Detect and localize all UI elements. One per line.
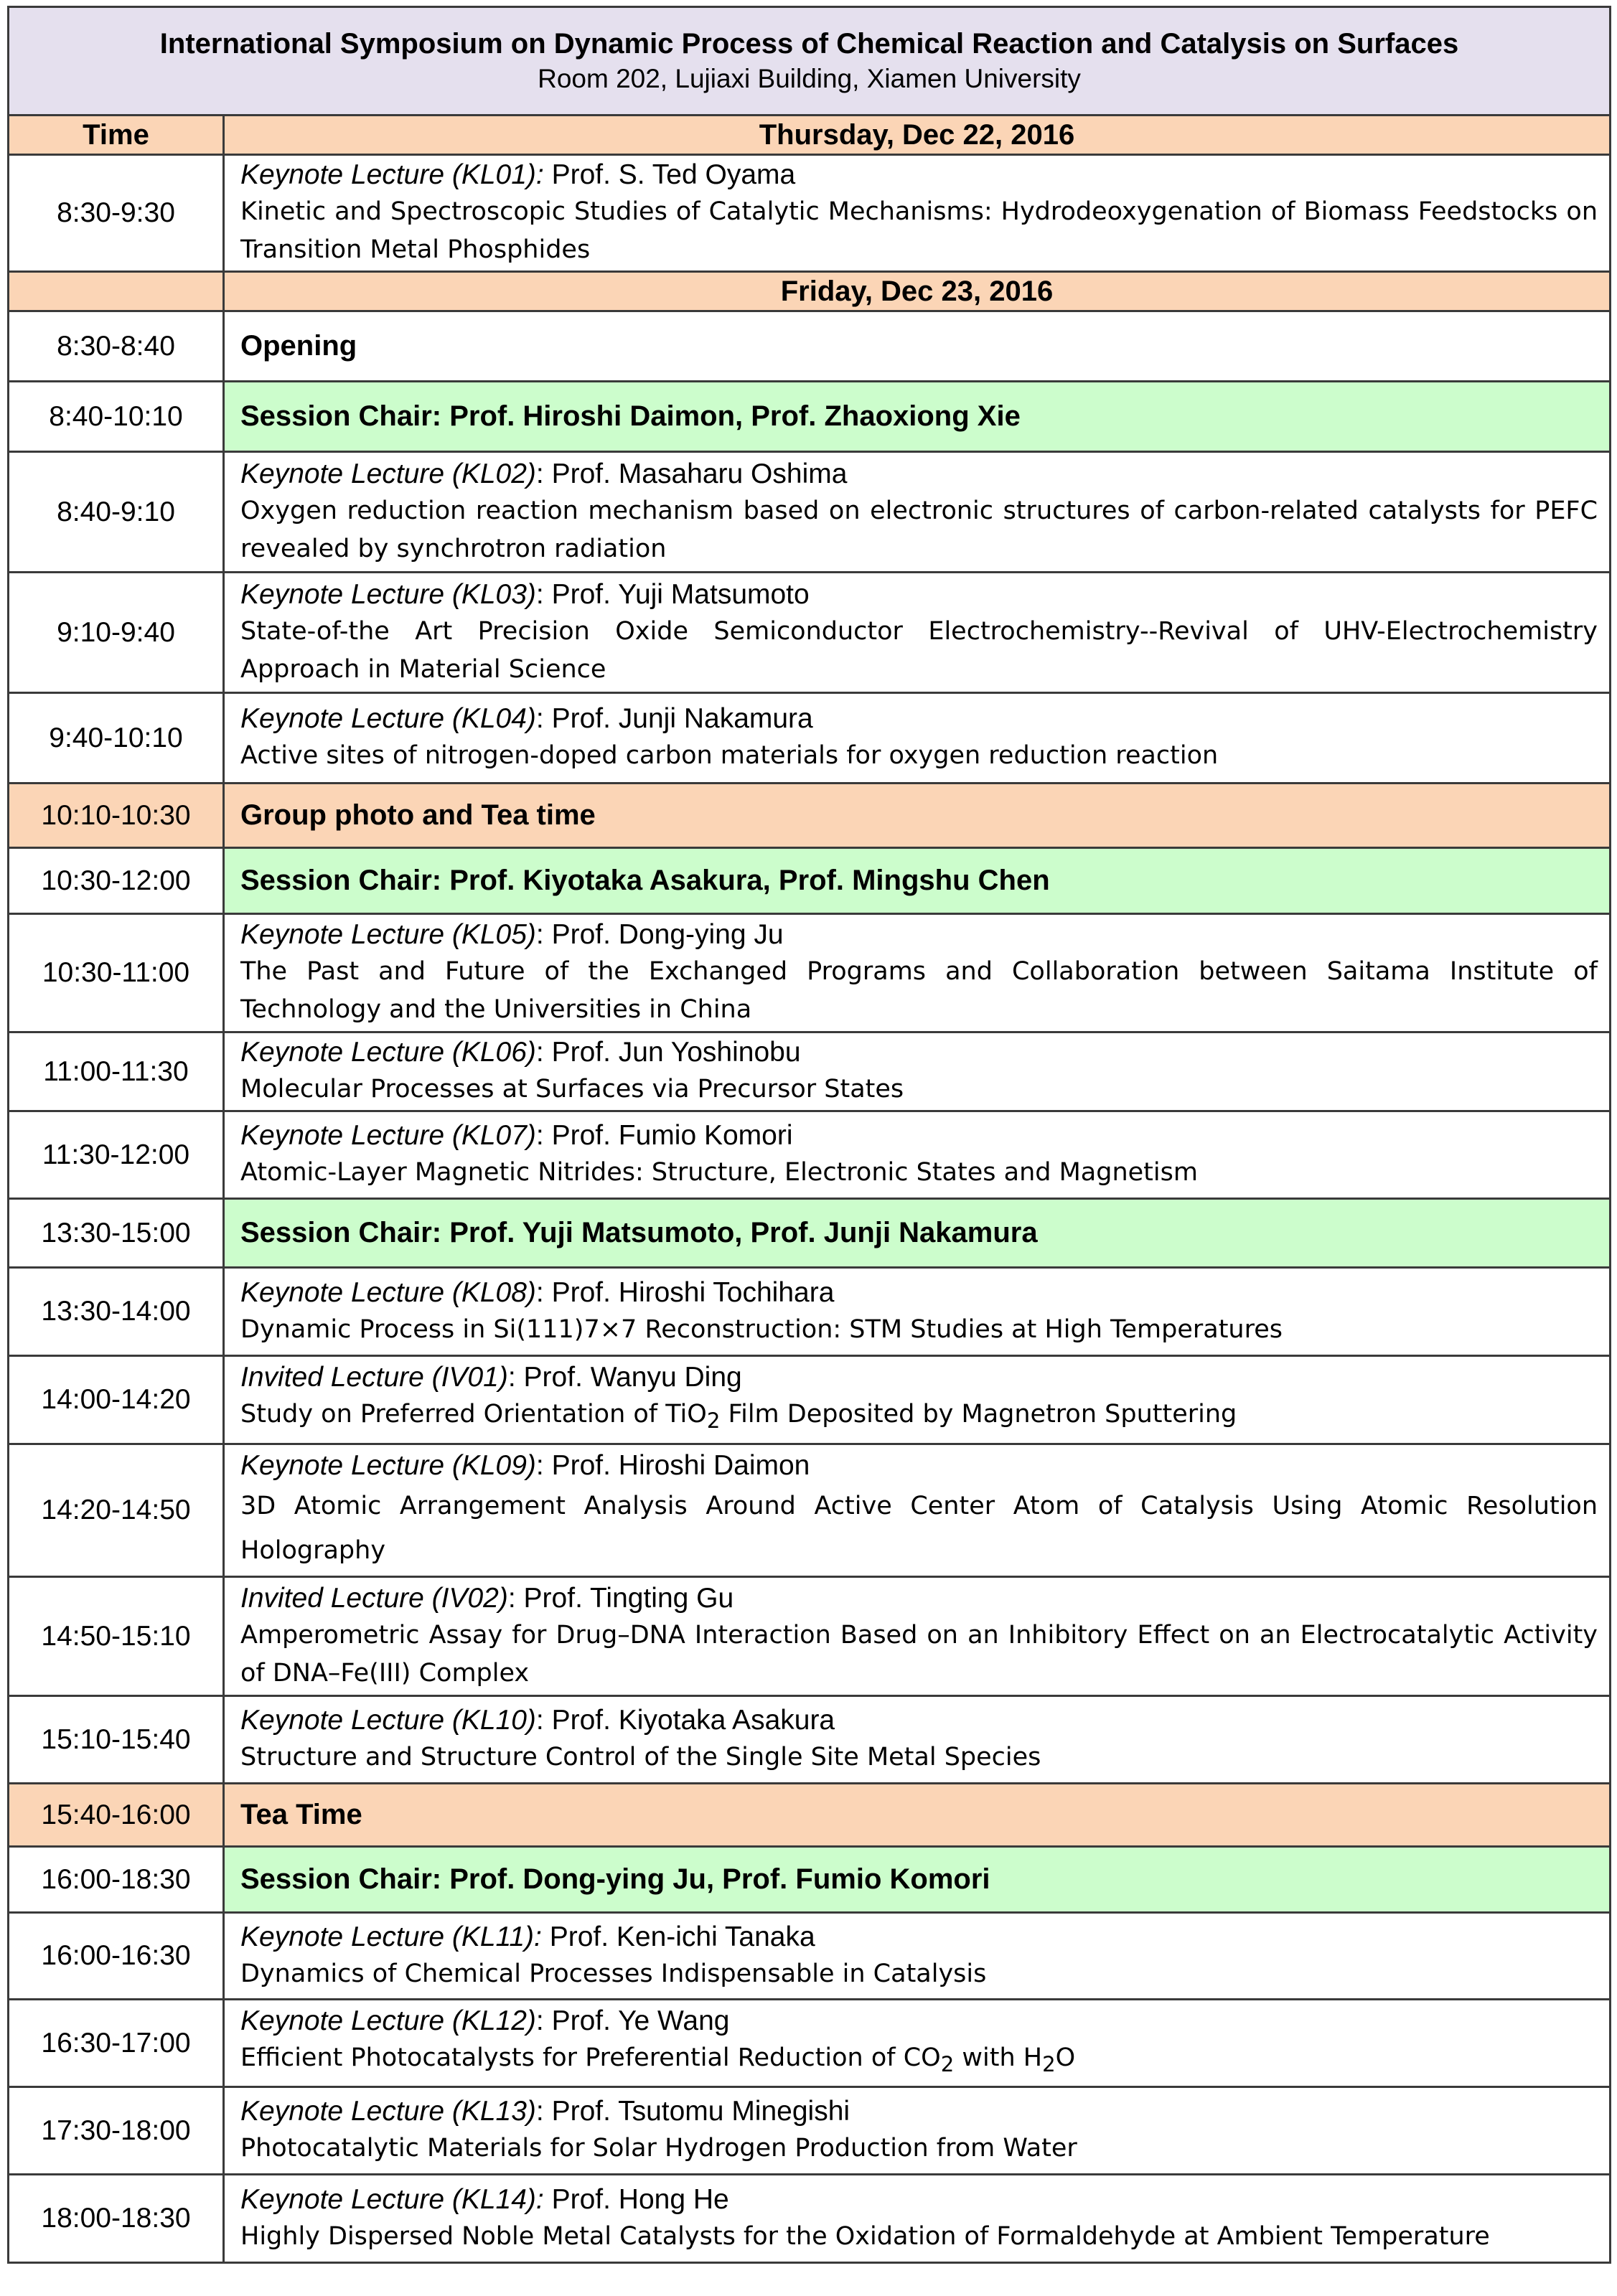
table-row (9, 1268, 1611, 1356)
title-cell (9, 7, 1611, 116)
time-column-header: Time (9, 116, 224, 155)
lecture-title: Active sites of nitrogen-doped carbon materials for oxygen reduction reaction (240, 741, 1219, 770)
lecture-cell (224, 2087, 1611, 2175)
session-chair-cell: Session Chair: Prof. Yuji Matsumoto, Prof. Junji Nakamura (224, 1199, 1611, 1268)
table-row (9, 848, 1611, 914)
day-header: Friday, Dec 23, 2016 (224, 272, 1611, 311)
table-row (9, 1784, 1611, 1847)
lecture-title: Efficient Photocatalysts for Preferential Reduction of $CO_2$ with $H_2O$ (240, 2043, 1076, 2076)
time-cell: 14:20-14:50 (9, 1444, 224, 1577)
lecture-cell (224, 693, 1611, 784)
lecture-title: Study on Preferred Orientation of TiO$_2$ Film Deposited by Magnetron Sputtering (240, 1400, 1237, 1433)
lecture-heading (240, 1919, 1598, 1955)
lecture-speaker: : Prof. Jun Yoshinobu (535, 1037, 801, 1068)
lecture-speaker: Prof. Hong He (543, 2183, 729, 2215)
lecture-heading (240, 1118, 1598, 1154)
time-cell: 14:00-14:20 (9, 1356, 224, 1444)
lecture-heading (240, 917, 1598, 953)
lecture-speaker: : Prof. Junji Nakamura (535, 703, 813, 734)
lecture-cell (224, 2175, 1611, 2263)
lecture-speaker: : Prof. Yuji Matsumoto (535, 578, 810, 610)
event-cell: Opening (224, 311, 1611, 382)
lecture-title: Kinetic and Spectroscopic Studies of Catalytic Mechanisms: Hydrodeoxygenation of Biomass Feedstocks on Transition Metal Phosphides (240, 197, 1598, 264)
time-cell: 13:30-15:00 (9, 1199, 224, 1268)
lecture-title: Highly Dispersed Noble Metal Catalysts for the Oxidation of Formaldehyde at Ambient Temperature (240, 2221, 1490, 2251)
table-row (9, 1111, 1611, 1199)
lecture-speaker: : Prof. Masaharu Oshima (535, 458, 848, 489)
table-row (9, 693, 1611, 784)
lecture-speaker: : Prof. Dong-ying Ju (535, 919, 784, 950)
lecture-title: Oxygen reduction reaction mechanism based on electronic structures of carbon-related catalysts for PEFC revealed by synchrotron radiation (240, 496, 1598, 563)
lecture-cell (224, 914, 1611, 1032)
lecture-title: Atomic-Layer Magnetic Nitrides: Structure, Electronic States and Magnetism (240, 1158, 1198, 1187)
lecture-cell (224, 1268, 1611, 1356)
lecture-heading (240, 456, 1598, 492)
time-cell: 9:40-10:10 (9, 693, 224, 784)
lecture-cell (224, 1356, 1611, 1444)
lecture-heading (240, 1360, 1598, 1396)
lecture-type: Keynote Lecture (KL04) (240, 703, 536, 734)
day-header-row (9, 272, 1611, 311)
lecture-heading (240, 1035, 1598, 1071)
time-cell: 15:40-16:00 (9, 1784, 224, 1847)
time-cell: 17:30-18:00 (9, 2087, 224, 2175)
lecture-title: Photocatalytic Materials for Solar Hydrogen Production from Water (240, 2134, 1077, 2163)
table-row (9, 1356, 1611, 1444)
table-row (9, 573, 1611, 693)
lecture-type: Invited Lecture (IV01) (240, 1362, 508, 1393)
lecture-cell (224, 155, 1611, 272)
session-chair-cell: Session Chair: Prof. Hiroshi Daimon, Prof. Zhaoxiong Xie (224, 382, 1611, 452)
lecture-speaker: : Prof. Wanyu Ding (507, 1362, 742, 1393)
time-cell: 8:40-9:10 (9, 452, 224, 573)
lecture-type: Keynote Lecture (KL10) (240, 1705, 536, 1736)
lecture-speaker: : Prof. Tsutomu Minegishi (535, 2096, 850, 2127)
table-row (9, 2000, 1611, 2087)
lecture-type: Keynote Lecture (KL01): (240, 159, 544, 190)
lecture-cell (224, 1444, 1611, 1577)
lecture-speaker: : Prof. Hiroshi Daimon (535, 1450, 810, 1481)
time-cell: 11:00-11:30 (9, 1032, 224, 1111)
table-row (9, 1577, 1611, 1696)
break-cell: Tea Time (224, 1784, 1611, 1847)
lecture-cell (224, 1696, 1611, 1784)
time-cell: 11:30-12:00 (9, 1111, 224, 1199)
lecture-heading (240, 1448, 1598, 1484)
table-row (9, 1032, 1611, 1111)
table-row (9, 382, 1611, 452)
lecture-heading (240, 2003, 1598, 2039)
lecture-title: State-of-the Art Precision Oxide Semiconductor Electrochemistry--Revival of UHV-Electrochemistry Approach in Material Science (240, 616, 1598, 684)
lecture-title: Dynamic Process in Si(111)7×7 Reconstruction: STM Studies at High Temperatures (240, 1314, 1283, 1344)
time-cell: 15:10-15:40 (9, 1696, 224, 1784)
time-cell: 14:50-15:10 (9, 1577, 224, 1696)
time-cell: 13:30-14:00 (9, 1268, 224, 1356)
lecture-type: Keynote Lecture (KL13) (240, 2096, 536, 2127)
lecture-title: The Past and Future of the Exchanged Programs and Collaboration between Saitama Institute of Technology and the Universities in China (240, 957, 1598, 1024)
lecture-speaker: Prof. Ken-ichi Tanaka (541, 1921, 815, 1952)
table-row (9, 311, 1611, 382)
table-row (9, 1696, 1611, 1784)
time-cell: 10:10-10:30 (9, 784, 224, 848)
venue: Room 202, Lujiaxi Building, Xiamen University (538, 64, 1081, 93)
session-chair-cell: Session Chair: Prof. Dong-ying Ju, Prof. Fumio Komori (224, 1847, 1611, 1913)
time-cell-empty (9, 272, 224, 311)
lecture-type: Keynote Lecture (KL07) (240, 1120, 536, 1151)
lecture-cell (224, 573, 1611, 693)
lecture-heading (240, 157, 1598, 193)
table-row (9, 914, 1611, 1032)
lecture-type: Keynote Lecture (KL08) (240, 1276, 536, 1308)
day-header: Thursday, Dec 22, 2016 (224, 116, 1611, 155)
lecture-cell (224, 1111, 1611, 1199)
program-table (7, 6, 1611, 2264)
lecture-type: Keynote Lecture (KL06) (240, 1037, 536, 1068)
session-chair-cell: Session Chair: Prof. Kiyotaka Asakura, Prof. Mingshu Chen (224, 848, 1611, 914)
time-cell: 9:10-9:40 (9, 573, 224, 693)
lecture-heading (240, 701, 1598, 737)
lecture-cell (224, 1032, 1611, 1111)
table-row (9, 1847, 1611, 1913)
lecture-type: Keynote Lecture (KL03) (240, 578, 536, 610)
table-row (9, 1913, 1611, 2000)
lecture-cell (224, 452, 1611, 573)
lecture-heading (240, 2094, 1598, 2130)
lecture-type: Keynote Lecture (KL05) (240, 919, 536, 950)
lecture-cell (224, 1577, 1611, 1696)
lecture-title: 3D Atomic Arrangement Analysis Around Active Center Atom of Catalysis Using Atomic Resolution Holography (240, 1492, 1598, 1565)
lecture-title: Molecular Processes at Surfaces via Precursor States (240, 1075, 904, 1104)
lecture-speaker: : Prof. Fumio Komori (535, 1120, 793, 1151)
lecture-heading (240, 1275, 1598, 1311)
lecture-title: Structure and Structure Control of the Single Site Metal Species (240, 1743, 1041, 1772)
time-cell: 8:40-10:10 (9, 382, 224, 452)
lecture-type: Keynote Lecture (KL11): (240, 1921, 542, 1952)
table-row (9, 155, 1611, 272)
table-row (9, 1199, 1611, 1268)
lecture-speaker: : Prof. Ye Wang (535, 2005, 730, 2036)
lecture-speaker: : Prof. Tingting Gu (507, 1582, 734, 1614)
lecture-type: Keynote Lecture (KL12) (240, 2005, 536, 2036)
table-row (9, 784, 1611, 848)
break-cell: Group photo and Tea time (224, 784, 1611, 848)
lecture-heading (240, 2182, 1598, 2218)
symposium-title: International Symposium on Dynamic Process of Chemical Reaction and Catalysis on Surfaces (159, 28, 1459, 60)
lecture-heading (240, 1581, 1598, 1617)
lecture-speaker: : Prof. Kiyotaka Asakura (535, 1705, 835, 1736)
lecture-speaker: : Prof. Hiroshi Tochihara (535, 1276, 835, 1308)
lecture-title: Amperometric Assay for Drug–DNA Interaction Based on an Inhibitory Effect on an Electrocatalytic Activity of DNA–Fe(III) Complex (240, 1620, 1598, 1688)
lecture-speaker: Prof. S. Ted Oyama (543, 159, 796, 190)
lecture-title: Dynamics of Chemical Processes Indispensable in Catalysis (240, 1959, 987, 1988)
time-cell: 8:30-9:30 (9, 155, 224, 272)
lecture-cell (224, 2000, 1611, 2087)
lecture-type: Keynote Lecture (KL09) (240, 1450, 536, 1481)
table-row (9, 2087, 1611, 2175)
day-header-row (9, 116, 1611, 155)
table-row (9, 2175, 1611, 2263)
time-cell: 10:30-11:00 (9, 914, 224, 1032)
time-cell: 8:30-8:40 (9, 311, 224, 382)
time-cell: 16:30-17:00 (9, 2000, 224, 2087)
time-cell: 10:30-12:00 (9, 848, 224, 914)
lecture-type: Keynote Lecture (KL14): (240, 2183, 544, 2215)
time-cell: 16:00-18:30 (9, 1847, 224, 1913)
title-row (9, 7, 1611, 116)
lecture-cell (224, 1913, 1611, 2000)
table-row (9, 452, 1611, 573)
lecture-type: Keynote Lecture (KL02) (240, 458, 536, 489)
lecture-type: Invited Lecture (IV02) (240, 1582, 508, 1614)
table-row (9, 1444, 1611, 1577)
lecture-heading (240, 1703, 1598, 1739)
time-cell: 16:00-16:30 (9, 1913, 224, 2000)
time-cell: 18:00-18:30 (9, 2175, 224, 2263)
lecture-heading (240, 577, 1598, 613)
